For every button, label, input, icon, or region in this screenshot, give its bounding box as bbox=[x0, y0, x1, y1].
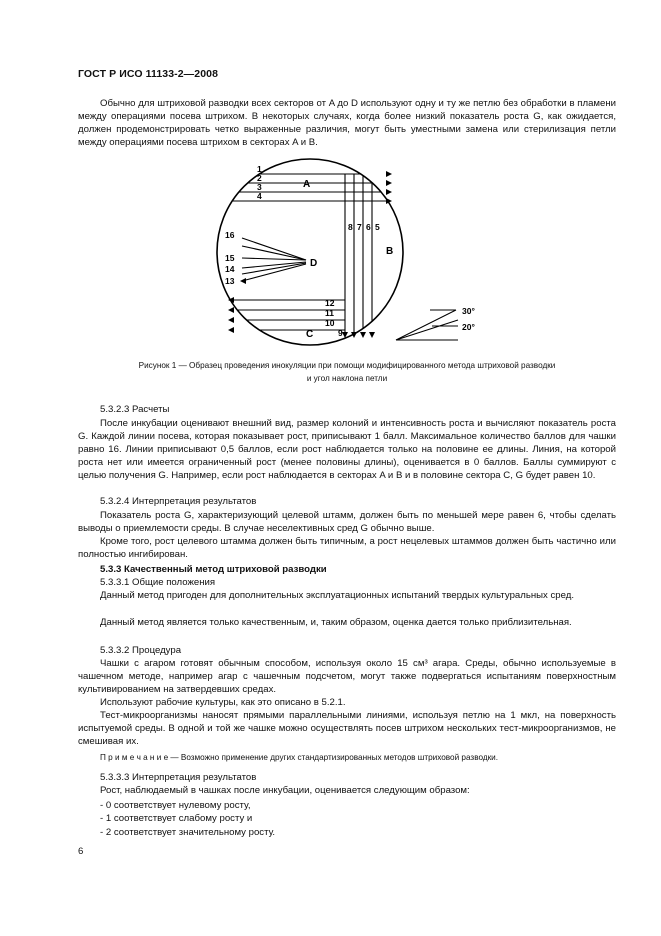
result-scale-list bbox=[100, 799, 275, 839]
intro-paragraph: Обычно для штриховой разводки всех секторов от A до D используют одну и ту же петлю без обработки в пламени между операциями посева штрихом. В некоторых случаях, когда более низкий показатель роста G, как ожидается, должен продемонстрировать четко выраженные различия, могут быть уместными замена или стерилизация петли между операциями посева штрихом в секторах A и B. bbox=[78, 98, 616, 148]
angle-label-30: 30° bbox=[462, 306, 475, 316]
section-5331-text-1: Данный метод пригоден для дополнительных эксплуатационных испытаний твердых культуральных сред. bbox=[100, 590, 575, 601]
section-5332-text-3: Тест-микроорганизмы наносят прямыми параллельными линиями, используя петлю на 1 мкл, на поверхность испытуемой среды. В одной и той же чашке можно осуществлять посев штрихом нескольких тест-микроорганизмов, не смешивая их. bbox=[78, 710, 616, 747]
sector-label-a: A bbox=[303, 179, 311, 190]
section-533-heading: 5.3.3 Качественный метод штриховой разводки bbox=[100, 564, 327, 575]
figure-caption-line-1: Рисунок 1 — Образец проведения инокуляции при помощи модифицированного метода штриховой разводки bbox=[138, 361, 556, 370]
line-number-4: 4 bbox=[257, 191, 262, 201]
line-number-5: 5 bbox=[375, 222, 380, 232]
note: П р и м е ч а н и е — Возможно применение других стандартизированных методов штриховой разводки. bbox=[100, 753, 499, 762]
line-number-11: 11 bbox=[325, 308, 334, 318]
section-5324-heading: 5.3.2.4 Интерпретация результатов bbox=[100, 496, 257, 507]
line-number-10: 10 bbox=[325, 318, 335, 328]
line-number-12: 12 bbox=[325, 298, 335, 308]
line-number-13: 13 bbox=[225, 276, 235, 286]
list-item: - 0 соответствует нулевому росту, bbox=[100, 800, 251, 811]
list-item: - 1 соответствует слабому росту и bbox=[100, 813, 253, 825]
streak-figure bbox=[200, 154, 500, 346]
figure-caption-line-2: и угол наклона петли bbox=[306, 373, 388, 383]
section-5333-heading: 5.3.3.3 Интерпретация результатов bbox=[100, 772, 257, 783]
list-item: - 2 соответствует значительному росту. bbox=[100, 826, 276, 838]
line-number-16: 16 bbox=[225, 230, 235, 240]
line-number-15: 15 bbox=[225, 253, 235, 263]
section-5332-text-2: Используют рабочие культуры, как это описано в 5.2.1. bbox=[100, 697, 346, 708]
section-5324-text-2: Кроме того, рост целевого штамма должен быть типичным, а рост нецелевых штаммов должен быть частично или полностью ингибирован. bbox=[78, 536, 616, 560]
page-number: 6 bbox=[78, 846, 84, 857]
angle-label-20: 20° bbox=[462, 322, 475, 332]
streak-line-16 bbox=[242, 238, 306, 260]
angle-line-30 bbox=[396, 310, 456, 340]
line-number-14: 14 bbox=[225, 264, 235, 274]
section-5323-heading: 5.3.2.3 Расчеты bbox=[100, 404, 170, 415]
line-number-8: 8 bbox=[348, 222, 353, 232]
angle-line-20 bbox=[396, 320, 458, 340]
sector-label-c: C bbox=[306, 329, 314, 340]
sector-label-b: B bbox=[386, 246, 394, 257]
figure-caption bbox=[78, 360, 616, 386]
line-number-6: 6 bbox=[366, 222, 371, 232]
section-5332-heading: 5.3.3.2 Процедура bbox=[100, 645, 182, 656]
section-5331-text-2: Данный метод является только качественным, и, таким образом, оценка дается только приблизительная. bbox=[100, 617, 572, 628]
section-5332-text-1: Чашки с агаром готовят обычным способом, используя около 15 см³ агара. Среды, обычно используемые в чашечном методе, например агар с чашечным подсчетом, могут также подвергаться испытаниям поверхностным культивированием на затвердевших средах. bbox=[78, 658, 616, 695]
line-number-2: 2 bbox=[257, 173, 262, 183]
line-number-9: 9 bbox=[338, 328, 343, 338]
document-header: ГОСТ Р ИСО 11133-2—2008 bbox=[78, 68, 219, 80]
section-5331-heading: 5.3.3.1 Общие положения bbox=[100, 577, 216, 588]
line-number-7: 7 bbox=[357, 222, 362, 232]
line-number-1: 1 bbox=[257, 164, 262, 174]
section-5323-text: После инкубации оценивают внешний вид, размер колоний и интенсивность роста и вычисляют показатель роста G. Каждой линии посева, которая показывает рост, приписывают 1 балл. Максимальное количество баллов для чашки равно 16. Линии приписывают 0,5 баллов, если рост наблюдается только на половине ее длины. Линия, на которой роста нет или имеется ограниченный рост (менее половины длины), оценивается в 0 баллов. Баллы суммируют с целью получения G. Например, если рост наблюдается в секторах A и B и в половине сектора C, G будет равен 10. bbox=[78, 418, 616, 481]
line-number-3: 3 bbox=[257, 182, 262, 192]
section-5333-text: Рост, наблюдаемый в чашках после инкубации, оценивается следующим образом: bbox=[100, 785, 470, 796]
sector-label-d: D bbox=[310, 258, 318, 269]
section-5324-text-1: Показатель роста G, характеризующий целевой штамм, должен быть по меньшей мере равен 6, чтобы сделать выводы о приемлемости среды. В случае неселективных сред G обычно выше. bbox=[78, 510, 616, 534]
